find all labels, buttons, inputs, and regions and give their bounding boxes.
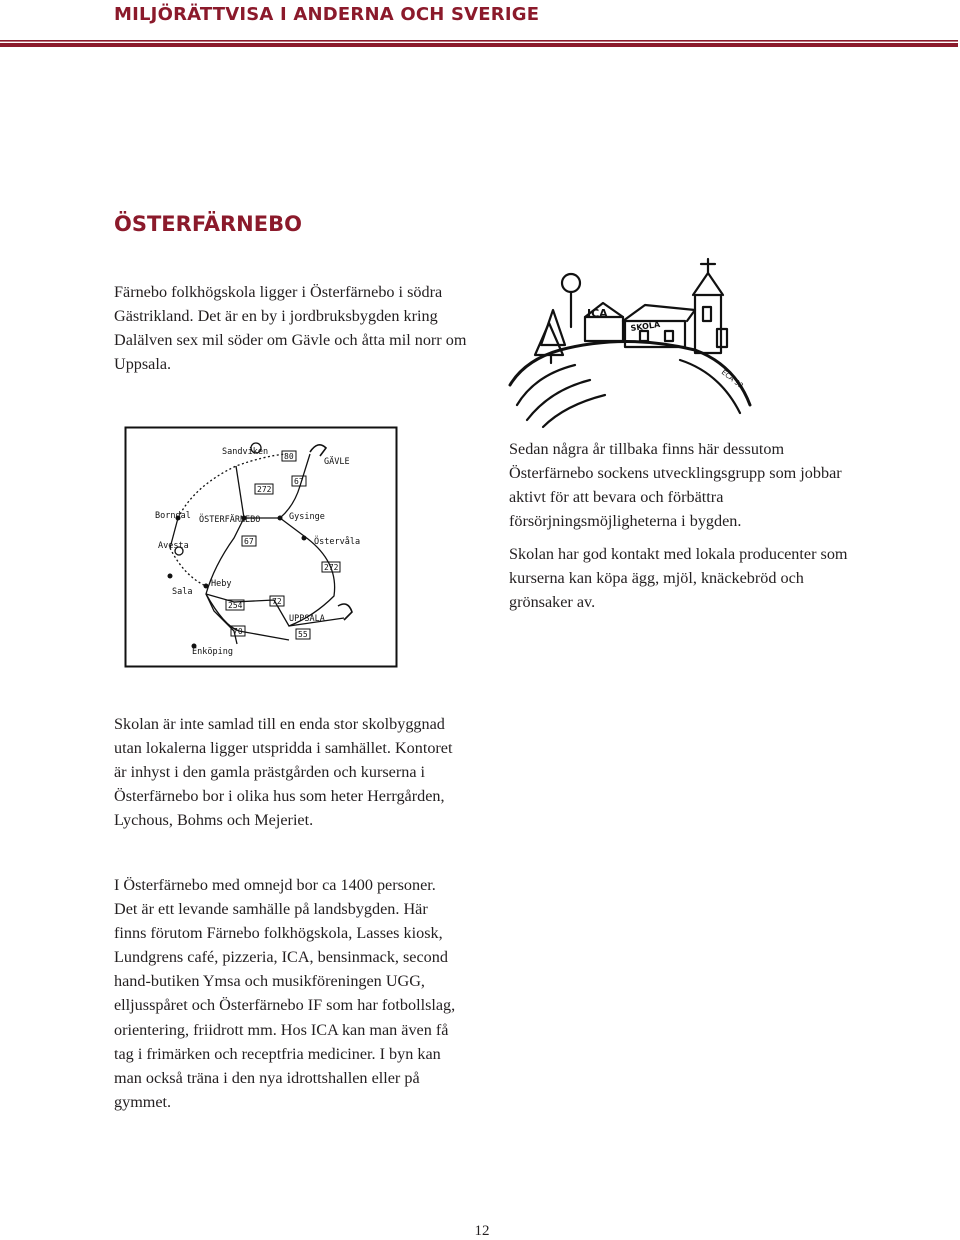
map-road-55: 55 bbox=[298, 630, 308, 639]
map-label-gavle: GÄVLE bbox=[324, 457, 350, 467]
illustration-signature: ECA 93 bbox=[719, 368, 745, 391]
community-paragraph: I Österfärnebo med omnejd bor ca 1400 personer. Det är ett levande samhälle på landsbygden. Här finns förutom Färnebo folkhögskola, Lasses kiosk, Lundgrens café, pizzeria, ICA, bensinmack, second hand-butiken Ymsa och musikföreningen UGG, elljusspåret och Österfärnebo IF som har fotbollslag, orientering, friidrott mm. Hos ICA kan man även få tag i frimärken och receptfria mediciner. I byn kan man också träna i den nya idrottshallen eller på gymmet. bbox=[114, 876, 456, 1111]
map-label-avesta: Avesta bbox=[158, 541, 189, 551]
map-label-sandviken: Sandviken bbox=[222, 447, 269, 457]
section-heading: ÖSTERFÄRNEBO bbox=[114, 212, 302, 236]
map-road-80: 80 bbox=[284, 452, 294, 461]
map-road-72: 72 bbox=[272, 597, 282, 606]
illustration-ica-sign: ICA bbox=[587, 307, 608, 320]
map-road-272-east: 272 bbox=[324, 563, 339, 572]
map-road-67-north: 67 bbox=[294, 477, 304, 486]
map-label-sala: Sala bbox=[172, 587, 193, 597]
map-label-osterfarnebo: ÖSTERFÄRNEBO bbox=[199, 515, 261, 525]
map-road-67-south: 67 bbox=[244, 537, 254, 546]
map-road-70: 70 bbox=[233, 627, 243, 636]
illustration-skola-sign: SKOLA bbox=[630, 319, 661, 333]
map-label-enkoping: Enköping bbox=[192, 647, 233, 657]
premises-paragraph: Skolan är inte samlad till en enda stor skolbyggnad utan lokalerna ligger utspridda i samhället. Kontoret är inhyst i den gamla prästgården och kurserna i Österfärnebo bor i olika hus som heter Herrgården, Lychous, Bohms och Mejeriet. bbox=[114, 715, 453, 830]
running-header-title: MILJÖRÄTTVISA I ANDERNA OCH SVERIGE bbox=[114, 4, 540, 25]
map-label-gysinge: Gysinge bbox=[289, 512, 325, 522]
route-map bbox=[124, 426, 398, 668]
map-label-borndal: Borndal bbox=[155, 511, 191, 521]
village-illustration bbox=[505, 255, 755, 430]
map-label-heby: Heby bbox=[211, 579, 232, 589]
header-divider bbox=[0, 40, 958, 47]
local-producers-paragraph: Skolan har god kontakt med lokala producenter som kurserna kan köpa ägg, mjöl, knäckebröd och grönsaker av. bbox=[509, 545, 848, 612]
map-road-272-north: 272 bbox=[257, 485, 272, 494]
map-road-254: 254 bbox=[228, 601, 243, 610]
map-label-ostervala: Östervåla bbox=[314, 537, 361, 547]
map-label-uppsala: UPPSALA bbox=[289, 614, 325, 624]
page-number: 12 bbox=[474, 1223, 490, 1239]
development-group-paragraph: Sedan några år tillbaka finns här dessutom Österfärnebo sockens utvecklingsgrupp som jobbar aktivt för att bevara och förbättra försörjningsmöjligheterna i bygden. bbox=[509, 440, 842, 531]
intro-paragraph: Färnebo folkhögskola ligger i Österfärnebo i södra Gästrikland. Det är en by i jordbruksbygden kring Dalälven sex mil söder om Gävle och åtta mil norr om Uppsala. bbox=[114, 283, 467, 374]
